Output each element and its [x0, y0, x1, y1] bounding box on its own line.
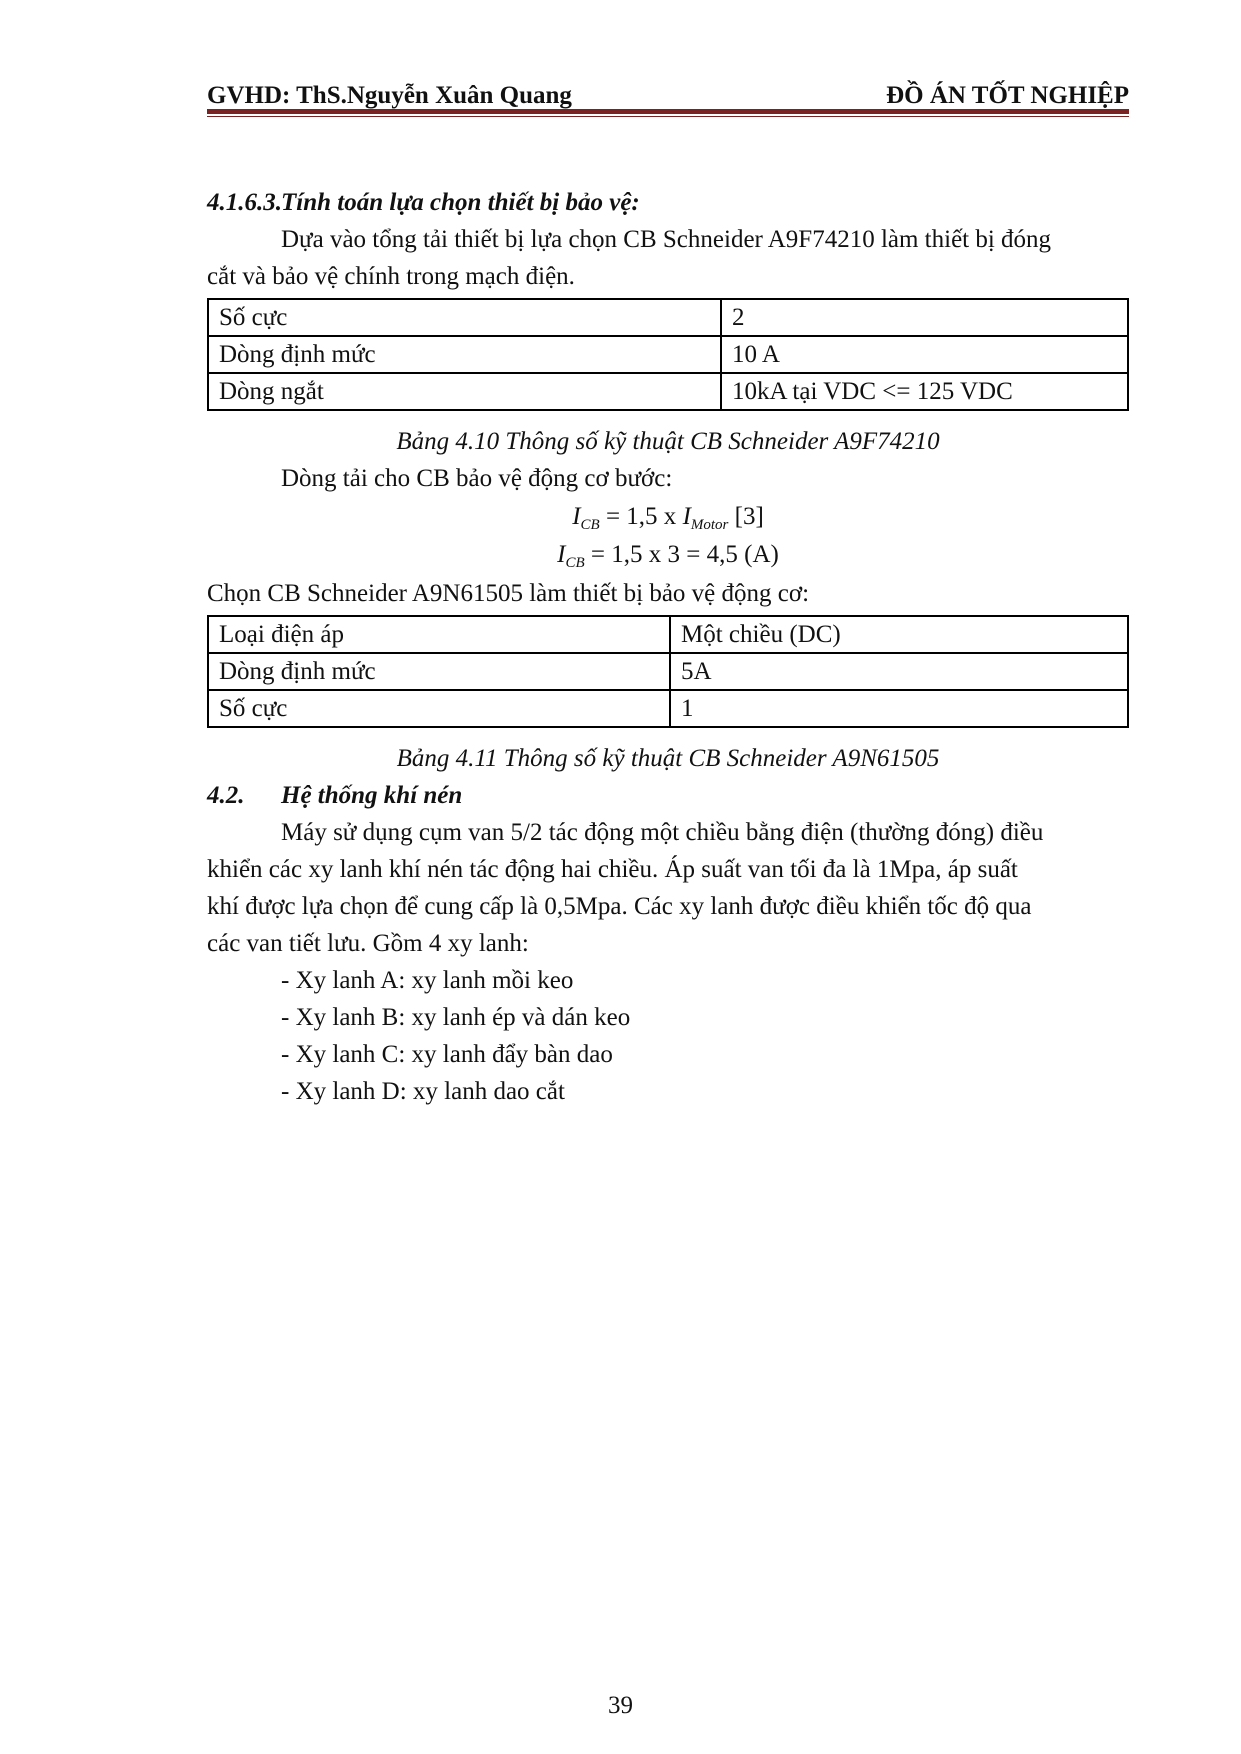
formula-text: = 1,5 x 3 = 4,5 (A)	[584, 541, 779, 568]
formula-symbol: I	[572, 503, 581, 530]
paragraph-line: Máy sử dụng cụm van 5/2 tác động một chiều bằng điện (thường đóng) điều	[281, 819, 1044, 846]
list-item: - Xy lanh C: xy lanh đẩy bàn dao	[281, 1041, 613, 1068]
section-number: 4.2.	[207, 782, 245, 809]
table-cell: 10kA tại VDC <= 125 VDC	[721, 373, 1128, 410]
formula-2	[207, 537, 1129, 581]
table-caption: Bảng 4.11 Thông số kỹ thuật CB Schneider A9N61505	[396, 745, 940, 772]
section-heading-4163	[207, 185, 640, 221]
formula-subscript: Motor	[690, 517, 729, 533]
table-cell: 5A	[670, 653, 1128, 690]
paragraph-line: các van tiết lưu. Gồm 4 xy lanh:	[207, 930, 529, 957]
formula-reference: [3]	[728, 503, 764, 530]
header-divider-thin	[207, 116, 1129, 117]
table-caption: Bảng 4.10 Thông số kỹ thuật CB Schneider A9F74210	[396, 428, 940, 455]
table-row	[208, 336, 1128, 373]
section-number: 4.1.6.3.	[207, 189, 282, 216]
list-item: - Xy lanh B: xy lanh ép và dán keo	[281, 1004, 631, 1031]
paragraph-line: Dựa vào tổng tải thiết bị lựa chọn CB Schneider A9F74210 làm thiết bị đóng	[281, 226, 1052, 253]
table-row	[208, 653, 1128, 690]
section-title: Hệ thống khí nén	[281, 782, 463, 809]
page-number: 39	[608, 1692, 633, 1719]
table-cell: Số cực	[208, 299, 721, 336]
header-title: ĐỒ ÁN TỐT NGHIỆP	[886, 82, 1129, 109]
table-cell: Loại điện áp	[208, 616, 670, 653]
formula-symbol: I	[682, 503, 691, 530]
paragraph-line: khiển các xy lanh khí nén tác động hai chiều. Áp suất van tối đa là 1Mpa, áp suất	[207, 856, 1018, 883]
list-item: - Xy lanh A: xy lanh mồi keo	[281, 967, 574, 994]
table-row	[208, 616, 1128, 653]
table-cell: Dòng ngắt	[208, 373, 721, 410]
formula-text: = 1,5 x	[599, 503, 683, 530]
table-cell: Dòng định mức	[208, 653, 670, 690]
table-cell: 2	[721, 299, 1128, 336]
table-cell: Dòng định mức	[208, 336, 721, 373]
table-row	[208, 373, 1128, 410]
section-title: Tính toán lựa chọn thiết bị bảo vệ:	[281, 189, 640, 216]
formula-subscript: CB	[565, 555, 585, 571]
spec-table-a9f74210	[207, 298, 1129, 411]
table-row	[208, 299, 1128, 336]
table-cell: Một chiều (DC)	[670, 616, 1128, 653]
paragraph-line: Dòng tải cho CB bảo vệ động cơ bước:	[281, 465, 673, 492]
formula-symbol: I	[557, 541, 566, 568]
header-divider	[207, 109, 1129, 114]
header-supervisor: GVHD: ThS.Nguyễn Xuân Quang	[207, 82, 572, 109]
formula-subscript: CB	[580, 517, 600, 533]
table-cell: 10 A	[721, 336, 1128, 373]
paragraph-line: khí được lựa chọn để cung cấp là 0,5Mpa. Các xy lanh được điều khiển tốc độ qua	[207, 893, 1032, 920]
table-cell: Số cực	[208, 690, 670, 727]
table-cell: 1	[670, 690, 1128, 727]
paragraph-line: Chọn CB Schneider A9N61505 làm thiết bị bảo vệ động cơ:	[207, 580, 810, 607]
table-row	[208, 690, 1128, 727]
section-heading-42	[207, 778, 462, 814]
page-header	[207, 74, 1129, 110]
list-item: - Xy lanh D: xy lanh dao cắt	[281, 1078, 565, 1105]
spec-table-a9n61505	[207, 615, 1129, 728]
paragraph-line: cắt và bảo vệ chính trong mạch điện.	[207, 263, 575, 290]
